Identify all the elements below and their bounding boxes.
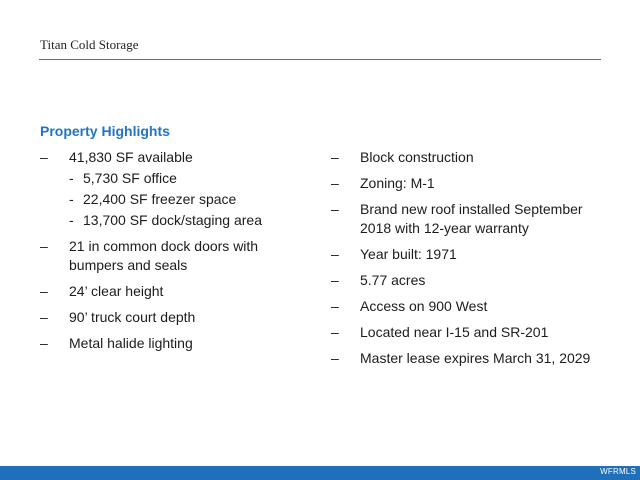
highlight-item [40, 237, 300, 275]
sub-list [69, 169, 300, 230]
highlight-text: Metal halide lighting [69, 335, 193, 351]
highlight-text: Located near I-15 and SR-201 [360, 324, 549, 340]
highlight-item [40, 148, 300, 230]
bullet-dash: – [331, 201, 339, 217]
bullet-dash: – [331, 246, 339, 262]
bullet-dash: – [40, 238, 48, 254]
highlight-text: Access on 900 West [360, 298, 488, 314]
highlight-text: Brand new roof installed September 2018 with 12-year warranty [360, 201, 583, 236]
bullet-dash: – [331, 298, 339, 314]
highlight-text: 24’ clear height [69, 283, 164, 299]
highlight-text: Master lease expires March 31, 2029 [360, 350, 591, 366]
bullet-dash: – [331, 324, 339, 340]
bullet-dash: – [40, 149, 48, 165]
bullet-dash: – [40, 309, 48, 325]
highlight-text: Year built: 1971 [360, 246, 457, 262]
highlight-text: 21 in common dock doors with bumpers and seals [69, 238, 259, 273]
bullet-dash: – [331, 272, 339, 288]
highlights-left-column [40, 148, 300, 360]
sub-item-text: 22,400 SF freezer space [83, 191, 237, 207]
highlight-item [40, 334, 300, 353]
highlight-text: 5.77 acres [360, 272, 426, 288]
highlight-item [40, 308, 300, 327]
footer-bar [0, 466, 640, 480]
highlight-text: 41,830 SF available [69, 149, 193, 165]
sub-item [69, 169, 300, 188]
bullet-dash: – [40, 335, 48, 351]
bullet-dash: – [40, 283, 48, 299]
sub-bullet: - [69, 191, 74, 207]
sub-item-text: 13,700 SF dock/staging area [83, 212, 263, 228]
sub-item-text: 5,730 SF office [83, 170, 177, 186]
header-divider [39, 59, 601, 60]
section-heading: Property Highlights [40, 123, 170, 139]
sub-item [69, 190, 300, 209]
highlight-item [331, 148, 616, 167]
document-title: Titan Cold Storage [40, 37, 139, 52]
highlight-item [331, 271, 616, 290]
sub-bullet: - [69, 212, 74, 228]
bullet-dash: – [331, 350, 339, 366]
highlight-item [331, 297, 616, 316]
highlight-item [331, 200, 616, 238]
highlight-item [331, 323, 616, 342]
highlight-item [40, 282, 300, 301]
bullet-dash: – [331, 175, 339, 191]
highlights-right-column [331, 148, 616, 375]
watermark-label: WFRMLS [600, 467, 636, 476]
bullet-dash: – [331, 149, 339, 165]
highlight-text: Block construction [360, 149, 474, 165]
highlight-item [331, 349, 616, 368]
highlight-text: Zoning: M-1 [360, 175, 435, 191]
sub-bullet: - [69, 170, 74, 186]
highlight-item [331, 174, 616, 193]
sub-item [69, 211, 300, 230]
highlight-item [331, 245, 616, 264]
highlight-text: 90’ truck court depth [69, 309, 196, 325]
